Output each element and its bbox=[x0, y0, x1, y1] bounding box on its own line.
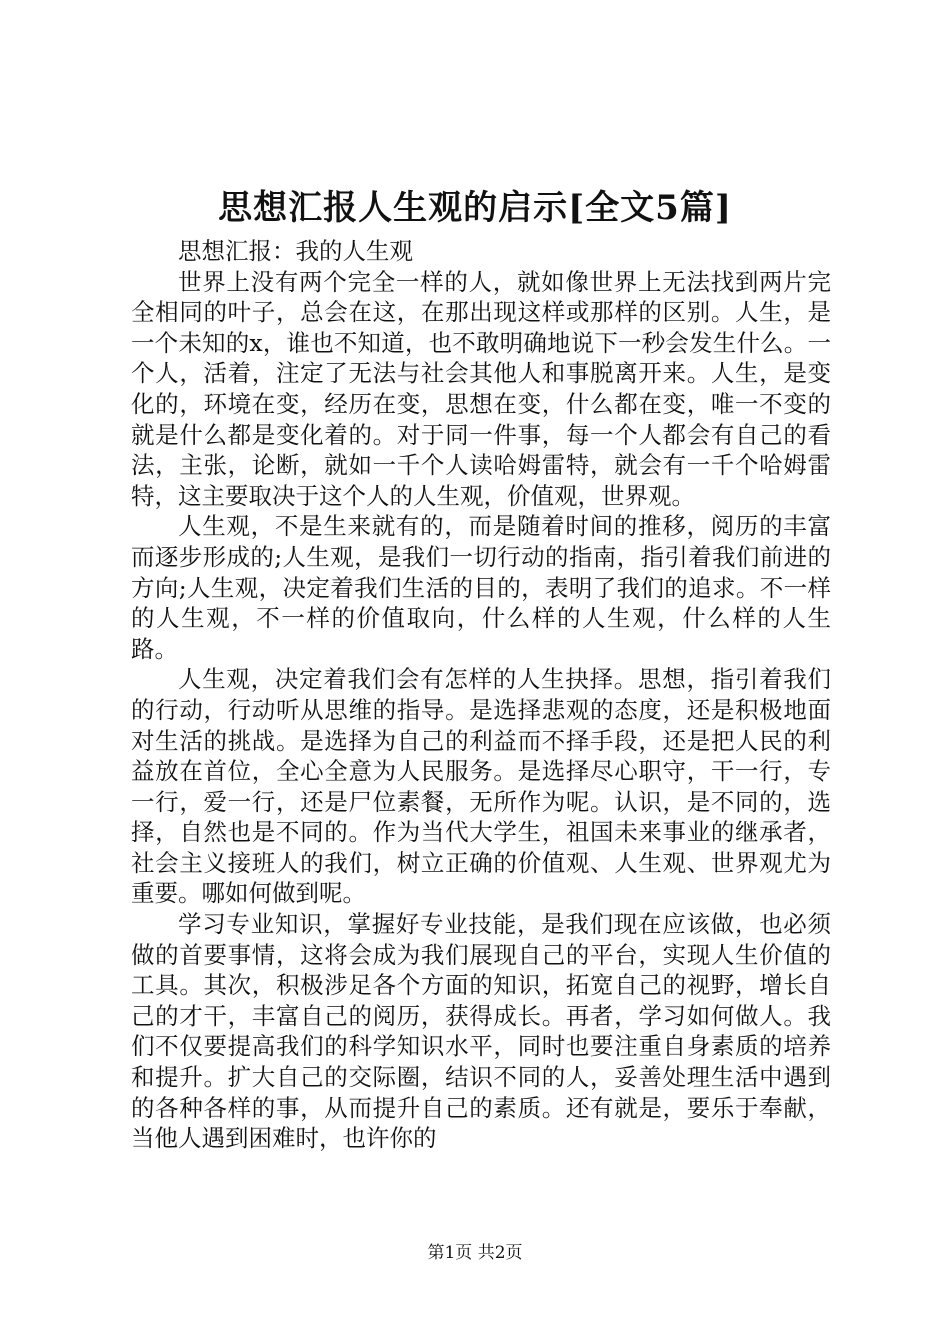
page-number-footer: 第1页 共2页 bbox=[427, 1243, 523, 1263]
paragraph-2: 人生观，不是生来就有的，而是随着时间的推移，阅历的丰富而逐步形成的;人生观，是我们一切行动的指南，指引着我们前进的方向;人生观，决定着我们生活的目的，表明了我们的追求。不一样的人生观，不一样的价值取向，什么样的人生观，什么样的人生路。 bbox=[131, 512, 831, 663]
paragraph-4: 学习专业知识，掌握好专业技能，是我们现在应该做，也必须做的首要事情，这将会成为我们展现自己的平台，实现人生价值的工具。其次，积极涉足各个方面的知识，拓宽自己的视野，增长自己的才干，丰富自己的阅历，获得成长。再者，学习如何做人。我们不仅要提高我们的科学知识水平，同时也要注重自身素质的培养和提升。扩大自己的交际圈，结识不同的人，妥善处理生活中遇到的各种各样的事，从而提升自己的素质。还有就是，要乐于奉献，当他人遇到困难时，也许你的 bbox=[131, 910, 831, 1153]
document-title: 思想汇报人生观的启示[全文5篇] bbox=[218, 188, 732, 228]
paragraph-1: 世界上没有两个完全一样的人，就如像世界上无法找到两片完全相同的叶子，总会在这，在那出现这样或那样的区别。人生，是一个未知的x，谁也不知道，也不敢明确地说下一秒会发生什么。一个人，活着，注定了无法与社会其他人和事脱离开来。人生，是变化的，环境在变，经历在变，思想在变，什么都在变，唯一不变的就是什么都是变化着的。对于同一件事，每一个人都会有自己的看法，主张，论断，就如一千个人读哈姆雷特，就会有一千个哈姆雷特，这主要取决于这个人的人生观，价值观，世界观。 bbox=[131, 267, 831, 510]
paragraph-heading: 思想汇报：我的人生观 bbox=[178, 237, 413, 265]
paragraph-3: 人生观，决定着我们会有怎样的人生抉择。思想，指引着我们的行动，行动听从思维的指导。是选择悲观的态度，还是积极地面对生活的挑战。是选择为自己的利益而不择手段，还是把人民的利益放在首位，全心全意为人民服务。是选择尽心职守，干一行，专一行，爱一行，还是尸位素餐，无所作为呢。认识，是不同的，选择，自然也是不同的。作为当代大学生，祖国未来事业的继承者，社会主义接班人的我们，树立正确的价值观、人生观、世界观尤为重要。哪如何做到呢。 bbox=[131, 665, 831, 908]
document-body bbox=[131, 236, 831, 1154]
